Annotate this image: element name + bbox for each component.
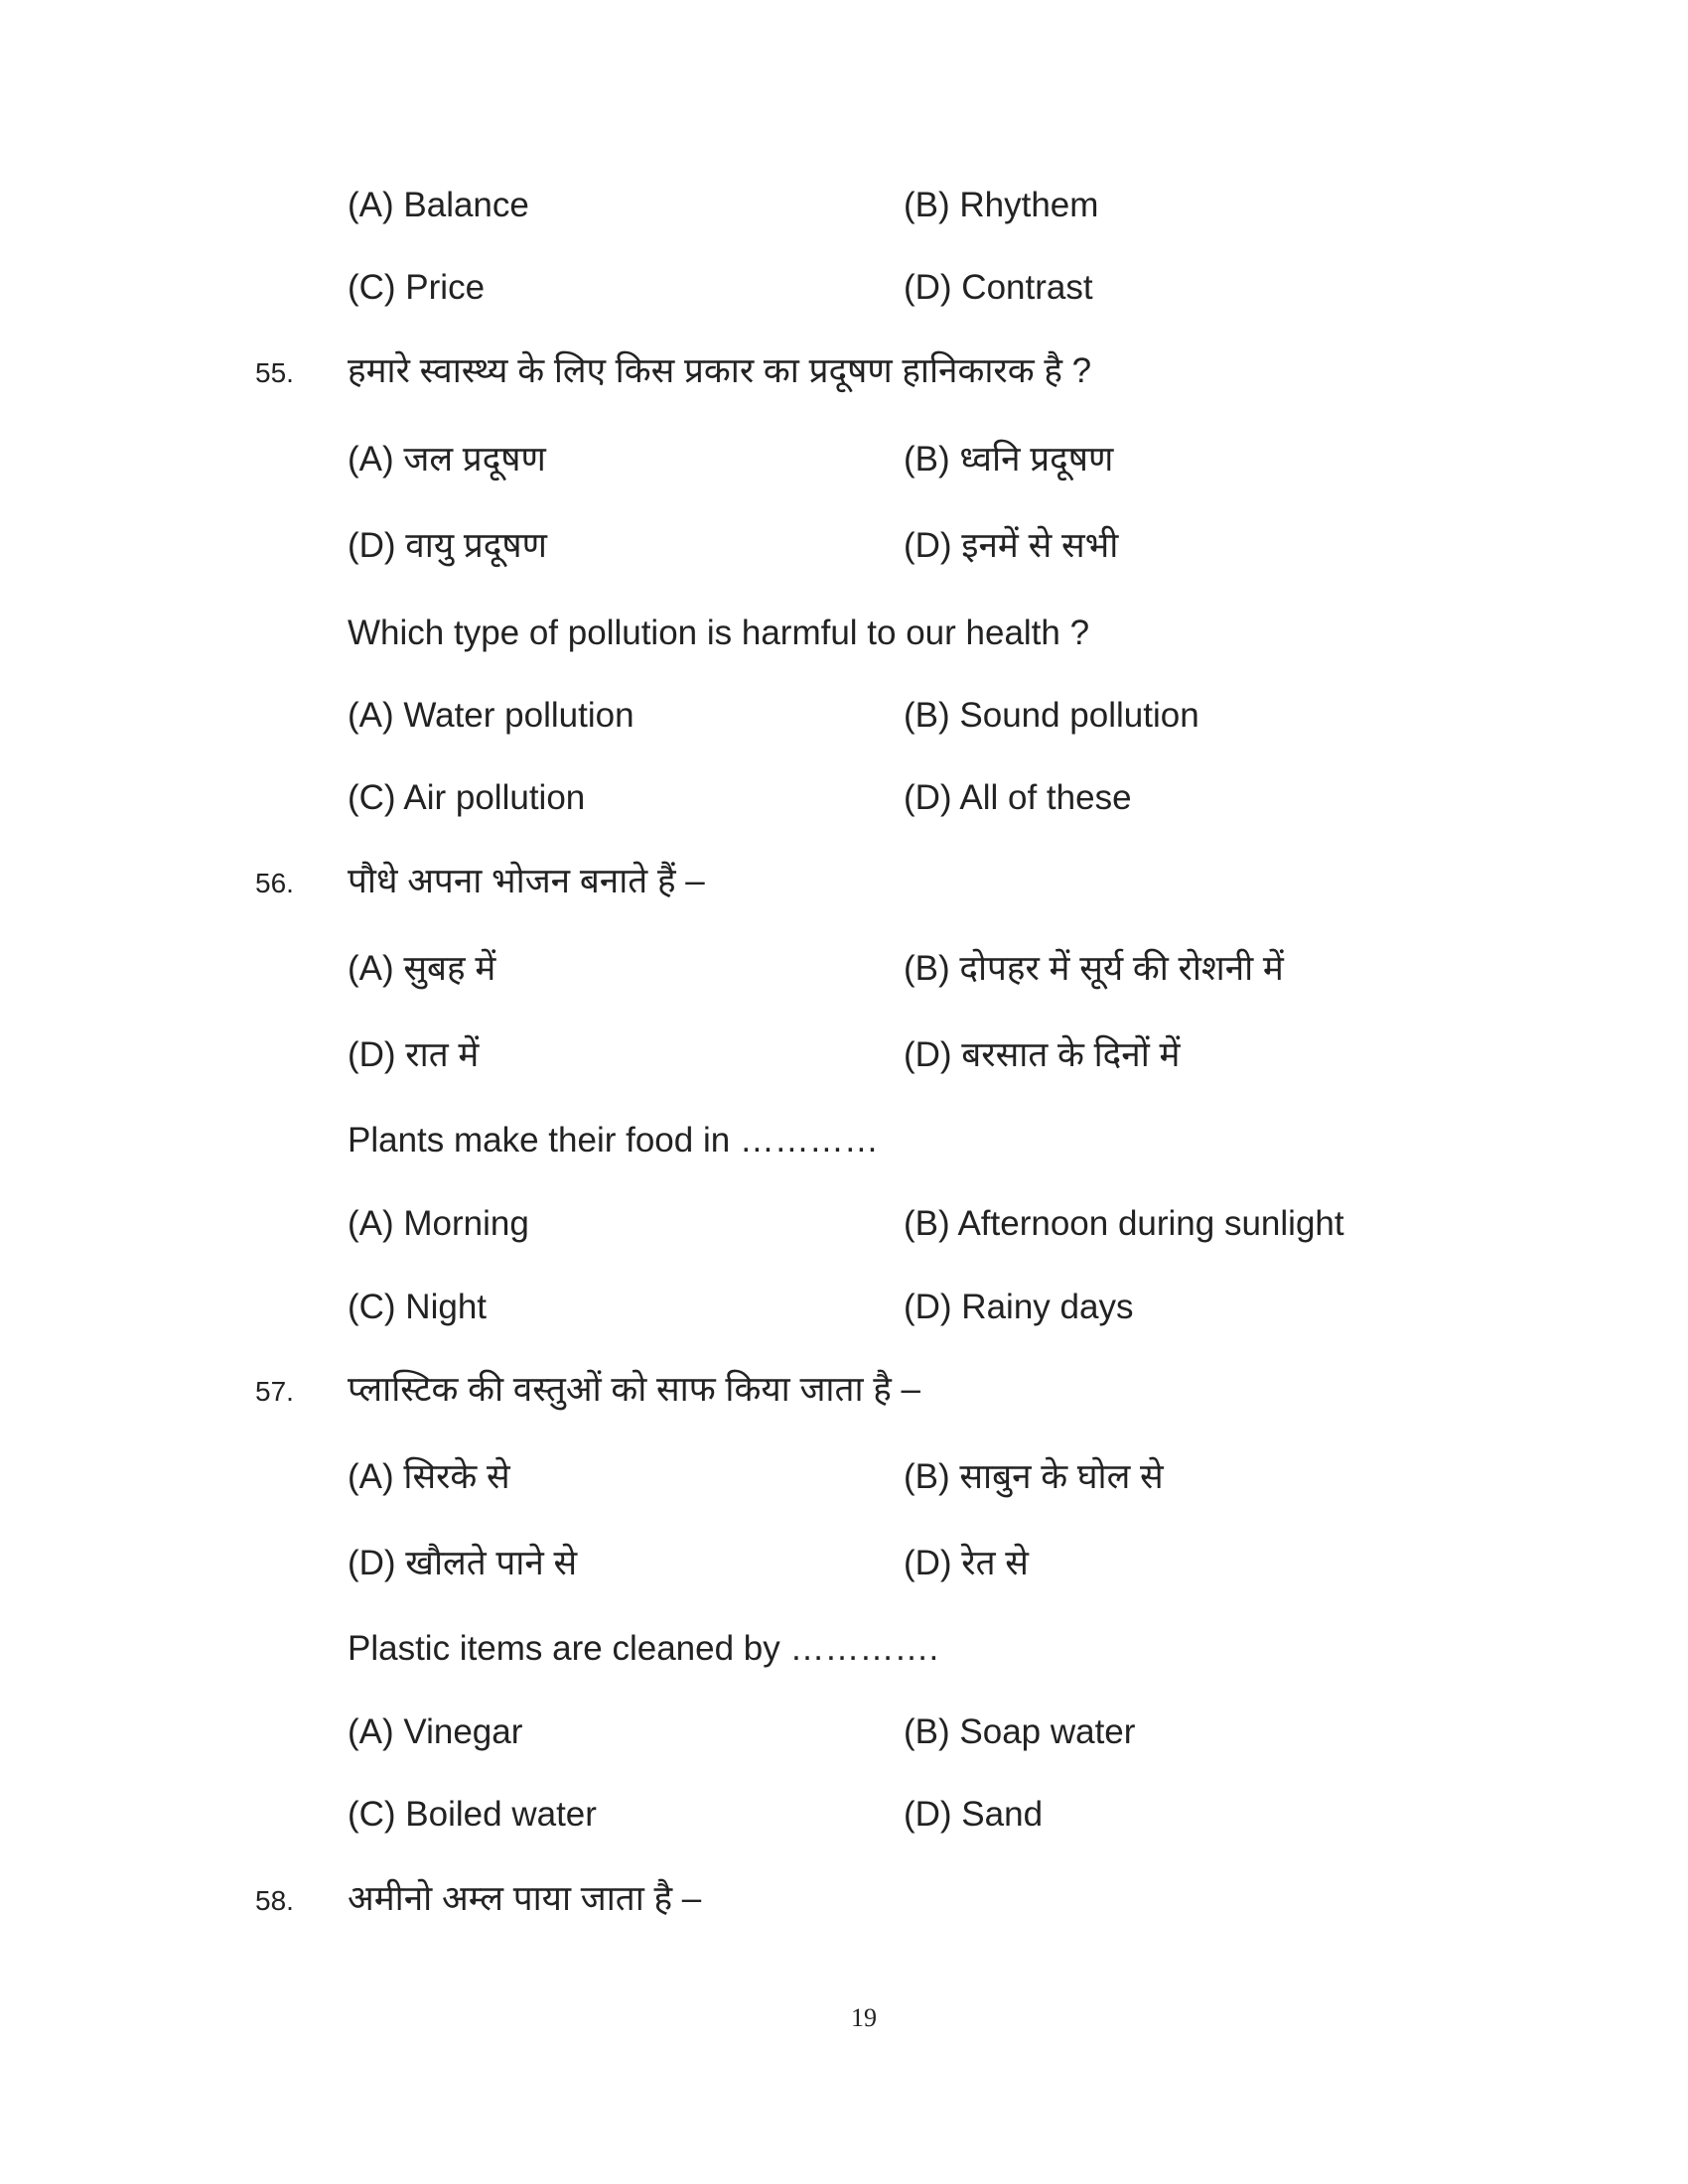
option-d: (D) All of these <box>904 778 1132 817</box>
option-a-hindi: (A) सिरके से <box>348 1457 510 1496</box>
page-number: 19 <box>851 2003 877 2032</box>
option-b-hindi: (B) ध्वनि प्रदूषण <box>904 440 1114 478</box>
question-english: Which type of pollution is harmful to our health ? <box>348 614 1090 652</box>
option-d: (D) Rainy days <box>904 1288 1134 1326</box>
option-c: (C) Price <box>348 268 486 307</box>
option-a: (A) Vinegar <box>348 1712 523 1751</box>
option-c: (C) Air pollution <box>348 778 586 817</box>
option-c-hindi: (D) वायु प्रदूषण <box>348 526 547 565</box>
option-c: (C) Boiled water <box>348 1795 597 1834</box>
question-number: 58. <box>255 1885 294 1916</box>
option-d-hindi: (D) बरसात के दिनों में <box>904 1035 1181 1074</box>
option-b: (B) Sound pollution <box>904 696 1199 735</box>
option-b: (B) Rhythem <box>904 186 1099 224</box>
question-english: Plants make their food in ………… <box>348 1121 879 1160</box>
question-english: Plastic items are cleaned by …………. <box>348 1629 939 1668</box>
option-d-hindi: (D) इनमें से सभी <box>904 526 1119 565</box>
question-hindi: हमारे स्वास्थ्य के लिए किस प्रकार का प्रदूषण हानिकारक है ? <box>348 351 1092 390</box>
option-b: (B) Soap water <box>904 1712 1136 1751</box>
question-hindi: प्लास्टिक की वस्तुओं को साफ किया जाता है – <box>348 1370 921 1409</box>
option-c-hindi: (D) रात में <box>348 1035 480 1074</box>
option-a-hindi: (A) सुबह में <box>348 949 496 988</box>
question-number: 57. <box>255 1376 294 1407</box>
option-a: (A) Balance <box>348 186 529 224</box>
option-b: (B) Afternoon during sunlight <box>904 1204 1344 1243</box>
option-b-hindi: (B) दोपहर में सूर्य की रोशनी में <box>904 949 1284 988</box>
option-a: (A) Morning <box>348 1204 529 1243</box>
option-d: (D) Sand <box>904 1795 1044 1834</box>
question-number: 56. <box>255 868 294 898</box>
option-b-hindi: (B) साबुन के घोल से <box>904 1457 1164 1496</box>
question-hindi: पौधे अपना भोजन बनाते हैं – <box>348 862 705 900</box>
question-hindi: अमीनो अम्ल पाया जाता है – <box>348 1879 702 1918</box>
question-number: 55. <box>255 357 294 388</box>
option-a: (A) Water pollution <box>348 696 634 735</box>
option-d: (D) Contrast <box>904 268 1093 307</box>
option-c-hindi: (D) खौलते पाने से <box>348 1544 578 1582</box>
option-c: (C) Night <box>348 1288 488 1326</box>
option-a-hindi: (A) जल प्रदूषण <box>348 440 546 478</box>
option-d-hindi: (D) रेत से <box>904 1544 1029 1582</box>
